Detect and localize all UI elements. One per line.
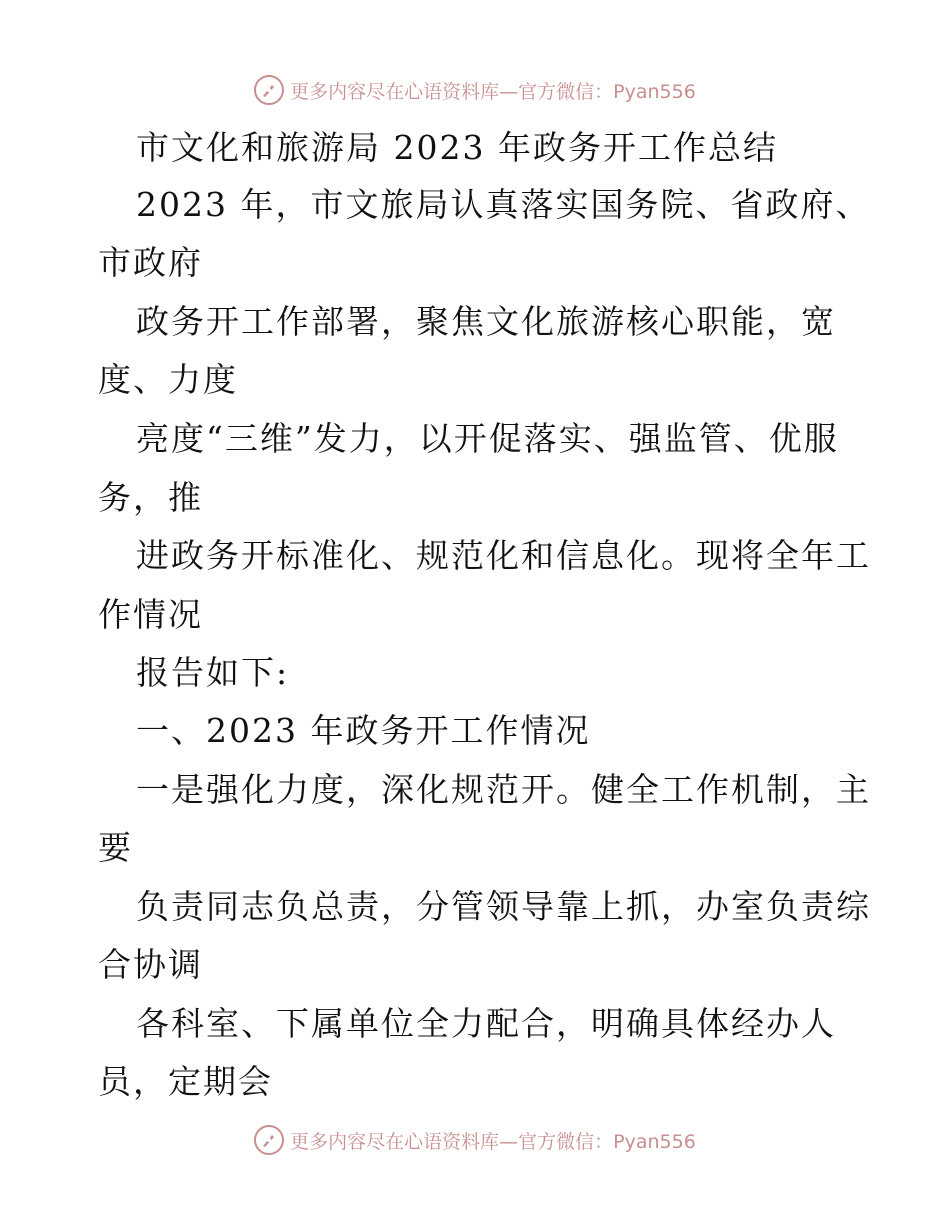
watermark-text: 更多内容尽在心语资料库—官方微信：Pyan556 — [290, 1130, 696, 1153]
text-line: 度、力度 — [98, 360, 238, 399]
text-line: 作情况 — [98, 595, 203, 634]
footer-watermark — [0, 1120, 950, 1160]
text-line: 报告如下: — [136, 653, 290, 692]
text-line: 务，推 — [98, 478, 203, 517]
text-line: 进政务开标准化、规范化和信息化。现将全年工 — [136, 536, 871, 575]
text-line: 员，定期会 — [98, 1062, 273, 1101]
text-line: 政务开工作部署，聚焦文化旅游核心职能，宽 — [136, 302, 836, 341]
text-line: 合协调 — [98, 945, 203, 984]
pen-circle-icon — [254, 1125, 284, 1155]
document-title: 市文化和旅游局 2023 年政务开工作总结 — [136, 128, 778, 167]
watermark-text: 更多内容尽在心语资料库—官方微信：Pyan556 — [290, 80, 696, 103]
section-heading: 一、2023 年政务开工作情况 — [136, 711, 591, 750]
text-line: 2023 年，市文旅局认真落实国务院、省政府、 — [136, 185, 871, 224]
text-line: 一是强化力度，深化规范开。健全工作机制，主 — [136, 770, 871, 809]
text-line: 各科室、下属单位全力配合，明确具体经办人 — [136, 1004, 836, 1043]
text-line: 要 — [98, 828, 133, 867]
text-line: 市政府 — [98, 243, 203, 282]
text-line: 亮度“三维”发力，以开促落实、强监管、优服 — [136, 419, 839, 458]
text-line: 负责同志负总责，分管领导靠上抓，办室负责综 — [136, 887, 871, 926]
